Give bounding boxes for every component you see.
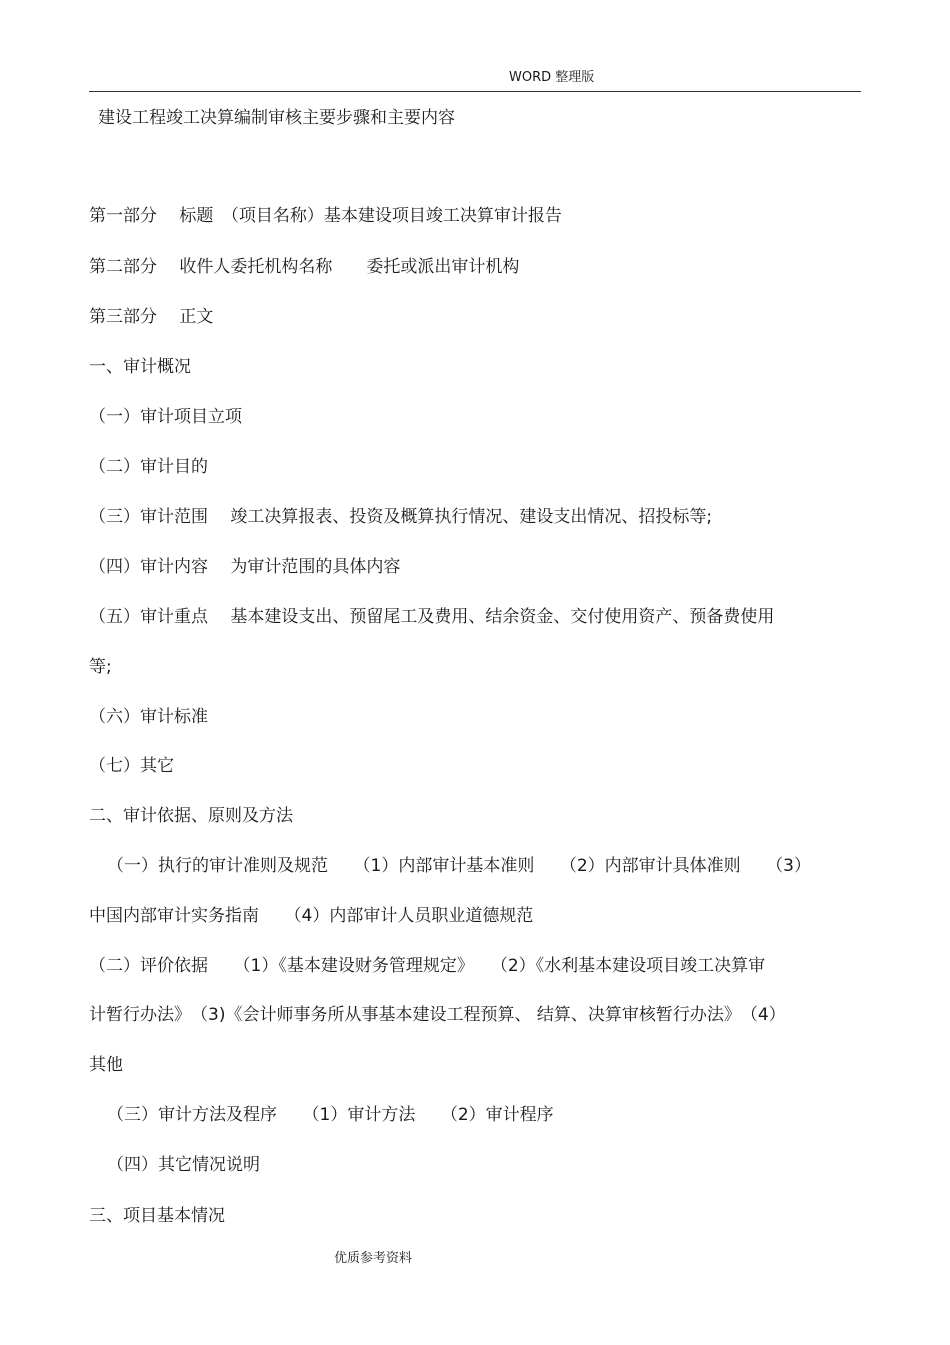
text-line: 第三部分 正文 bbox=[89, 307, 214, 327]
text-line: （二）评价依据 （1）《基本建设财务管理规定》 （2）《水利基本建设项目竣工决算审 bbox=[89, 956, 766, 976]
text-line: （七）其它 bbox=[89, 756, 174, 776]
header-divider bbox=[89, 91, 861, 92]
text-line: 第二部分 收件人委托机构名称 委托或派出审计机构 bbox=[89, 257, 520, 277]
page-footer: 优质参考资料 bbox=[334, 1251, 413, 1266]
text-line: （五）审计重点 基本建设支出、预留尾工及费用、结余资金、交付使用资产、预备费使用 bbox=[89, 607, 775, 627]
text-line: （一）审计项目立项 bbox=[89, 407, 242, 427]
page-header: WORD 整理版 bbox=[509, 70, 595, 85]
text-line: 中国内部审计实务指南 （4）内部审计人员职业道德规范 bbox=[89, 906, 534, 926]
text-line: （二）审计目的 bbox=[89, 457, 208, 477]
text-line: 其他 bbox=[89, 1055, 123, 1075]
section-heading: 三、项目基本情况 bbox=[89, 1206, 225, 1226]
document-title: 建设工程竣工决算编制审核主要步骤和主要内容 bbox=[98, 108, 455, 128]
section-heading: 一、审计概况 bbox=[89, 357, 191, 377]
text-line: （一）执行的审计准则及规范 （1）内部审计基本准则 （2）内部审计具体准则 （3） bbox=[107, 856, 811, 876]
text-line: 等; bbox=[89, 657, 112, 677]
section-heading: 二、审计依据、原则及方法 bbox=[89, 806, 293, 826]
text-line: 第一部分 标题 （项目名称）基本建设项目竣工决算审计报告 bbox=[89, 206, 562, 226]
text-line: （三）审计方法及程序 （1）审计方法 （2）审计程序 bbox=[107, 1105, 554, 1125]
text-line: 计暂行办法》 （3)《会计师事务所从事基本建设工程预算、 结算、决算审核暂行办法》 （4） bbox=[89, 1005, 786, 1025]
text-line: （六）审计标准 bbox=[89, 707, 208, 727]
text-line: （三）审计范围 竣工决算报表、投资及概算执行情况、建设支出情况、招投标等; bbox=[89, 507, 713, 527]
text-line: （四）其它情况说明 bbox=[107, 1155, 260, 1175]
text-line: （四）审计内容 为审计范围的具体内容 bbox=[89, 557, 401, 577]
